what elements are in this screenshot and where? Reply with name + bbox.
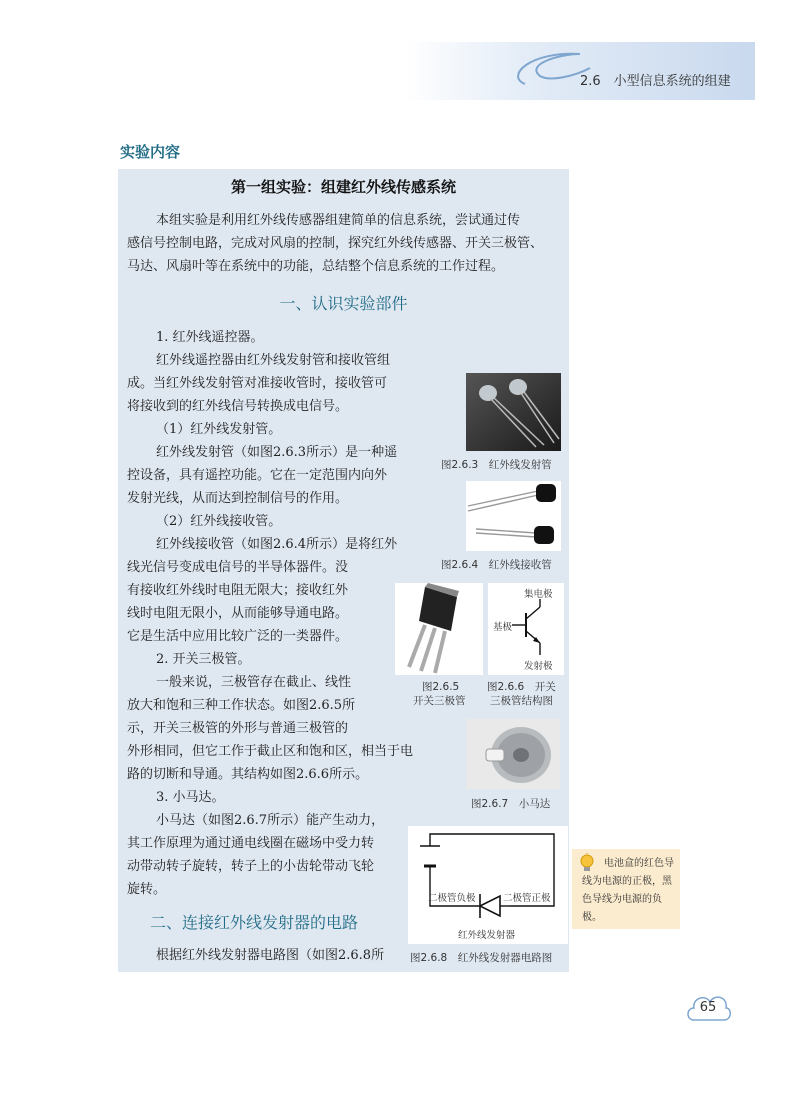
body-last-line: 根据红外线发射器电路图（如图2.6.8所 [156, 948, 385, 963]
body-line: 小马达（如图2.6.7所示）能产生动力， [156, 813, 385, 828]
chapter-header-title: 2.6 小型信息系统的组建 [580, 74, 731, 89]
body-line: 1. 红外线遥控器。 [156, 330, 264, 345]
body-line: 发射光线，从而达到控制信号的作用。 [127, 491, 349, 506]
experiment-title: 第一组实验：组建红外线传感系统 [230, 178, 456, 196]
fig-2-6-6-caption-line1: 图2.6.6 开关 [487, 681, 556, 693]
body-line: 动带动转子旋转，转子上的小齿轮带动飞轮 [127, 859, 375, 874]
body-line: 其工作原理为通过通电线圈在磁场中受力转 [127, 836, 375, 851]
body-line: 成。当红外线发射管对准接收管时，接收管可 [127, 376, 388, 391]
fig-2-6-3-caption: 图2.6.3 红外线发射管 [441, 459, 552, 471]
fig-2-6-7-caption: 图2.6.7 小马达 [471, 798, 551, 810]
intro-line-1: 本组实验是利用红外线传感器组建简单的信息系统，尝试通过传 [156, 213, 521, 228]
ir-emitter-photo [466, 373, 561, 451]
body-line: 将接收到的红外线信号转换成电信号。 [127, 399, 349, 414]
fig-2-6-5-caption-line2: 开关三极管 [413, 695, 466, 707]
body-line: 线时电阻无限小，从而能够导通电路。 [127, 606, 349, 621]
body-line: 示，开关三极管的外形与普通三极管的 [127, 721, 349, 736]
diode-cathode-label: 二极管负极 [428, 893, 476, 904]
body-line: 红外线遥控器由红外线发射管和接收管组 [156, 353, 391, 368]
body-line: 它是生活中应用比较广泛的一类器件。 [127, 629, 349, 644]
fig-2-6-5-caption-line1: 图2.6.5 [422, 681, 460, 693]
body-line: 控设备，具有遥控功能。它在一定范围内向外 [127, 468, 388, 483]
body-line: 一般来说，三极管存在截止、线性 [156, 675, 352, 690]
diode-anode-label: 二极管正极 [503, 893, 551, 904]
body-line: 2. 开关三极管。 [156, 652, 251, 667]
body-line: 旋转。 [127, 882, 167, 897]
ir-receiver-photo [466, 481, 561, 551]
emitter-label: 发射极 [524, 661, 553, 672]
body-line: 红外线接收管（如图2.6.4所示）是将红外 [156, 537, 398, 552]
body-line: （1）红外线发射管。 [156, 422, 282, 437]
body-line: 红外线发射管（如图2.6.3所示）是一种遥 [156, 445, 398, 460]
body-line: 放大和饱和三种工作状态。如图2.6.5所 [127, 698, 356, 713]
body-line: 线光信号变成电信号的半导体器件。没 [127, 560, 349, 575]
collector-label: 集电极 [524, 589, 553, 600]
page-number: 65 [699, 1000, 717, 1015]
body-line: 有接收红外线时电阻无限大；接收红外 [127, 583, 349, 598]
tip-text: 电池盒的红色导线为电源的正极，黑色导线为电源的负极。 [582, 858, 674, 923]
ir-emitter-device-label: 红外线发射器 [458, 930, 516, 941]
fig-2-6-4-caption: 图2.6.4 红外线接收管 [441, 559, 552, 571]
part1-heading: 一、认识实验部件 [279, 294, 408, 313]
section-label: 实验内容 [120, 143, 181, 161]
body-line: （2）红外线接收管。 [156, 514, 282, 529]
part2-heading: 二、连接红外线发射器的电路 [150, 913, 359, 932]
diode-triangle-icon [480, 896, 500, 916]
switch-transistor-photo [395, 583, 483, 675]
body-line: 路的切断和导通。其结构如图2.6.6所示。 [127, 767, 369, 782]
intro-line-2: 感信号控制电路，完成对风扇的控制，探究红外线传感器、开关三极管、 [127, 236, 544, 251]
body-line: 3. 小马达。 [156, 790, 225, 805]
body-line: 外形相同，但它工作于截止区和饱和区，相当于电 [127, 744, 414, 759]
fig-2-6-8-caption: 图2.6.8 红外线发射器电路图 [410, 952, 553, 964]
intro-line-3: 马达、风扇叶等在系统中的功能，总结整个信息系统的工作过程。 [127, 259, 505, 274]
small-motor-photo [466, 719, 560, 789]
fig-2-6-6-caption-line2: 三极管结构图 [490, 695, 553, 707]
base-label: 基极 [493, 622, 513, 633]
